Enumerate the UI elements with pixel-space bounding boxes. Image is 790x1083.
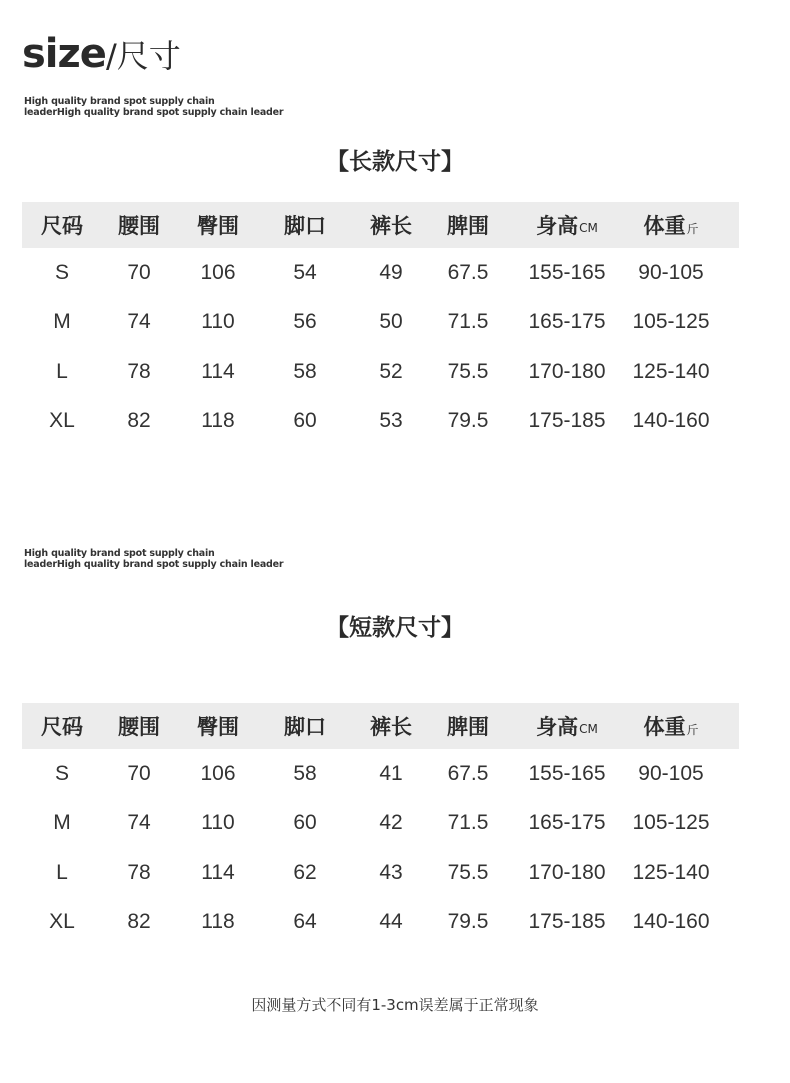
table-cell: 70 (127, 761, 151, 785)
tagline-line-2: leaderHigh quality brand spot supply chain leader (24, 107, 284, 118)
table-row (22, 848, 739, 898)
table-cell: 78 (127, 359, 151, 383)
table-cell: 175-185 (528, 910, 606, 934)
table-cell: 42 (379, 811, 403, 835)
table-row (22, 749, 739, 799)
column-header-label: 脾围 (447, 214, 489, 238)
column-header (370, 202, 412, 248)
column-header-label: 体重 (643, 715, 686, 739)
table-cell: 60 (293, 409, 317, 433)
column-header (118, 703, 160, 749)
column-header (118, 202, 160, 248)
table-cell: 114 (201, 359, 235, 383)
table-cell: 78 (127, 860, 151, 884)
table-cell: 118 (201, 910, 235, 934)
table-cell: 125-140 (632, 860, 710, 884)
table-cell: 53 (379, 409, 403, 433)
table-cell: M (53, 310, 71, 334)
table-cell: 110 (201, 310, 235, 334)
table-header-row (22, 202, 739, 248)
table-cell: 140-160 (632, 910, 710, 934)
table-cell: 165-175 (528, 310, 606, 334)
column-header (197, 202, 239, 248)
table-cell: 58 (293, 359, 317, 383)
table-cell: 82 (127, 910, 151, 934)
column-header (41, 202, 83, 248)
table-cell: 155-165 (528, 260, 606, 284)
table-header-row (22, 703, 739, 749)
table-cell: 90-105 (638, 260, 704, 284)
column-header-label: 臀围 (197, 214, 239, 238)
table-cell: L (56, 860, 68, 884)
table-cell: 75.5 (447, 359, 489, 383)
long-section-title: 【长款尺寸】 (326, 149, 464, 175)
table-cell: 106 (200, 260, 236, 284)
title-english: size (22, 31, 106, 77)
table-cell: 71.5 (447, 310, 489, 334)
table-cell: S (54, 761, 70, 785)
table-cell: 170-180 (528, 359, 606, 383)
page-title (22, 31, 181, 77)
table-cell: 90-105 (638, 761, 704, 785)
table-cell: 41 (379, 761, 403, 785)
table-cell: 62 (293, 860, 317, 884)
table-cell: 43 (379, 860, 403, 884)
table-cell: 74 (127, 310, 151, 334)
table-cell: 170-180 (528, 860, 606, 884)
table-cell: 79.5 (447, 910, 489, 934)
column-header (643, 202, 698, 248)
column-header (643, 703, 698, 749)
table-row (22, 397, 739, 447)
column-header (41, 703, 83, 749)
table-cell: 79.5 (447, 409, 489, 433)
table-cell: 52 (379, 359, 403, 383)
table-cell: 106 (200, 761, 236, 785)
column-header-label: 身高 (536, 715, 579, 739)
table-cell: 82 (127, 409, 151, 433)
table-row (22, 298, 739, 348)
column-header-label: 尺码 (41, 214, 83, 238)
tagline-top (24, 96, 283, 118)
short-size-table (22, 703, 739, 947)
column-header (447, 703, 489, 749)
column-header (197, 703, 239, 749)
table-cell: 54 (293, 260, 317, 284)
column-header-label: 脚口 (284, 214, 326, 238)
table-row (22, 347, 739, 397)
column-header-label: 身高 (536, 214, 579, 238)
table-cell: 125-140 (632, 359, 710, 383)
table-cell: 105-125 (632, 811, 710, 835)
table-cell: M (53, 811, 71, 835)
table-cell: 114 (201, 860, 235, 884)
column-header-unit: 斤 (686, 722, 699, 737)
column-header-label: 腰围 (118, 715, 160, 739)
column-header (536, 703, 598, 749)
table-cell: S (54, 260, 70, 284)
table-cell: 105-125 (632, 310, 710, 334)
column-header-label: 臀围 (197, 715, 239, 739)
short-section-title: 【短款尺寸】 (326, 615, 464, 641)
column-header-label: 脚口 (284, 715, 326, 739)
tagline-middle (24, 548, 283, 570)
title-chinese: /尺寸 (105, 37, 181, 75)
column-header (536, 202, 598, 248)
long-size-table (22, 202, 739, 446)
table-row (22, 898, 739, 948)
column-header-label: 腰围 (118, 214, 160, 238)
table-cell: 74 (127, 811, 151, 835)
table-cell: L (56, 359, 68, 383)
column-header-label: 尺码 (41, 715, 83, 739)
column-header-label: 体重 (643, 214, 686, 238)
column-header (284, 703, 326, 749)
table-cell: 67.5 (447, 761, 489, 785)
table-cell: 67.5 (447, 260, 489, 284)
table-cell: 71.5 (447, 811, 489, 835)
table-cell: 118 (201, 409, 235, 433)
table-row (22, 799, 739, 849)
column-header-label: 裤长 (370, 715, 412, 739)
column-header-unit: CM (579, 722, 598, 736)
tagline-line-1: High quality brand spot supply chain (24, 96, 215, 107)
table-cell: 58 (293, 761, 317, 785)
table-row (22, 248, 739, 298)
column-header-label: 裤长 (370, 214, 412, 238)
column-header (447, 202, 489, 248)
footer-note: 因测量方式不同有1-3cm误差属于正常现象 (251, 996, 539, 1014)
table-cell: 49 (379, 260, 403, 284)
table-cell: 165-175 (528, 811, 606, 835)
table-cell: 70 (127, 260, 151, 284)
table-cell: 56 (293, 310, 317, 334)
table-cell: 110 (201, 811, 235, 835)
table-cell: 155-165 (528, 761, 606, 785)
tagline-line-2: leaderHigh quality brand spot supply chain leader (24, 559, 284, 570)
column-header (284, 202, 326, 248)
column-header (370, 703, 412, 749)
tagline-line-1: High quality brand spot supply chain (24, 548, 215, 559)
table-cell: 140-160 (632, 409, 710, 433)
table-cell: 60 (293, 811, 317, 835)
table-cell: 175-185 (528, 409, 606, 433)
table-cell: 44 (379, 910, 403, 934)
column-header-label: 脾围 (447, 715, 489, 739)
table-cell: 64 (293, 910, 317, 934)
table-cell: 75.5 (447, 860, 489, 884)
table-cell: 50 (379, 310, 403, 334)
table-cell: XL (49, 910, 75, 934)
column-header-unit: 斤 (686, 221, 699, 236)
table-cell: XL (49, 409, 75, 433)
column-header-unit: CM (579, 221, 598, 235)
